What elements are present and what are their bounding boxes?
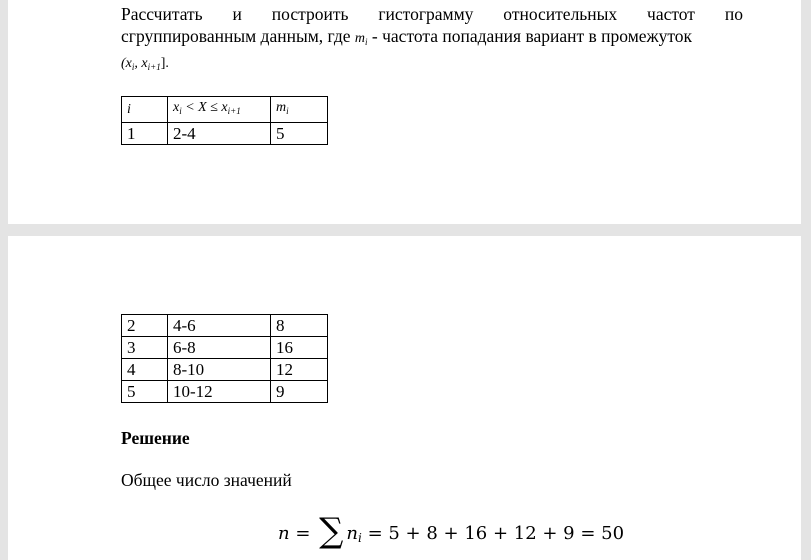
document-page-1 [8, 0, 801, 224]
table-row: 5 10-12 9 [122, 381, 328, 403]
header-m: $m_i$ [271, 97, 328, 123]
task-word: гистограмму [378, 4, 474, 24]
solution-heading: Решение [121, 428, 190, 448]
interval-notation: ($x_i$, $x_{i+1}$]. [121, 56, 169, 72]
task-word: относительных [503, 4, 618, 24]
data-table-part-2 [121, 314, 328, 403]
task-word: и [232, 4, 242, 24]
task-text-line-1 [121, 3, 743, 25]
table-row: 2 4-6 8 [122, 315, 328, 337]
solution-paragraph: Общее число значений [121, 470, 292, 490]
task-word: по [724, 4, 743, 24]
table-row: 4 8-10 12 [122, 359, 328, 381]
task-text-line-2: сгруппированным данным, где $m_i$ - частота попадания вариант в промежуток [121, 26, 693, 47]
table-row: 3 6-8 16 [122, 337, 328, 359]
task-word: частот [647, 4, 695, 24]
table-row: 1 2-4 5 [122, 123, 328, 145]
data-table-part-1 [121, 96, 328, 145]
variable-m: $m_i$ [354, 31, 368, 47]
document-page-2 [8, 236, 801, 560]
sigma-symbol: ∑ [319, 511, 344, 551]
table-header-row [122, 97, 328, 123]
header-i: i [122, 97, 168, 123]
task-text-line-3 [121, 50, 743, 78]
header-interval: $x_i < X \le x_{i+1}$ [168, 97, 271, 123]
sum-formula: n = ∑ n i = 5 + 8 + 16 + 12 + 9 = 50 [278, 511, 625, 551]
task-word: построить [271, 4, 349, 24]
task-word: Рассчитать [121, 4, 203, 24]
